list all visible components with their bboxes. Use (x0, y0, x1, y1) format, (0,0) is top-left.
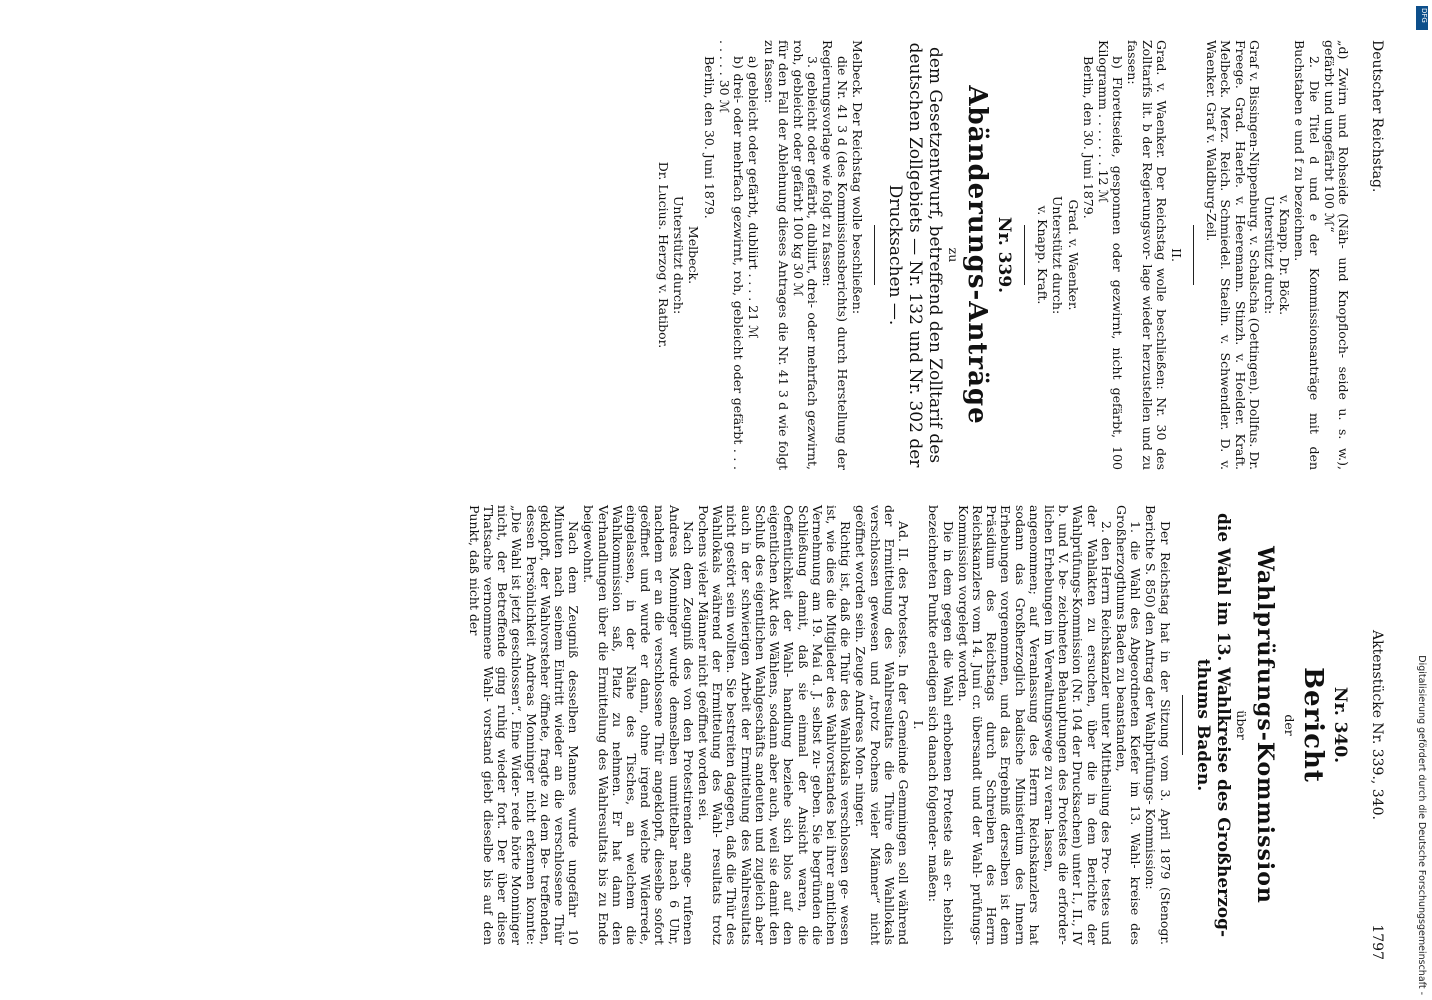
supported-by-label: Unterstützt durch: (671, 195, 687, 315)
paragraph: Nach dem Zeugniß desselben Mannes wurde ungefähr 10 Minuten nach seinem Eintritt wieder an die verschlossene Thür geklopft, der Wahlvorsteher öffnete, fragte zu dem Be- treffenden, dessen Persönlichkeit Andreas Monninger nicht erkennen konnte: „Die Wahl ist jetzt geschlossen“. Eine Wider- rede hörte Monninger nicht, der Betreffende ging ruhig wieder fort. Der über diese Thatsache vernommene Wahl- vorstand giebt dieselbe bis auf den Punkt, daß nicht der (466, 505, 582, 945)
funding-note (1414, 5, 1428, 995)
paragraph: Ad. II. des Protestes. In der Gemeinde Gemmingen soll während der Ermittelung des Wahlresultats die Thüre des Wahllokals verschlossen gewesen und „trotz Pochens vieler Männer“ nicht geöffnet worden sein. Zeuge Andreas Mon- ninger. (853, 505, 911, 945)
document-title: Bericht (1298, 667, 1328, 783)
tariff-item: b) Florettseide, gesponnen oder gezwirnt, nicht gefärbt, 100 Kilogramm . . . . . . . 12 ℳ (1095, 40, 1126, 470)
section-number: II. (1168, 248, 1184, 262)
funding-note-text: Digitalisierung gefördert durch die Deutsche Forschungsgemeinschaft - (1416, 655, 1427, 995)
dfg-logo (1416, 6, 1428, 30)
paragraph: „d) Zwirn und Rohseide (Näh- und Knopfloch- seide u. s. w.), gefärbt und ungefärbt 100 ℳ“ (1321, 40, 1351, 470)
title-connector: der (1282, 714, 1297, 736)
tariff-item: a) gebleicht oder gefärbt, dubliirt . . . . 21 ℳ (746, 56, 762, 339)
list-item: 2. den Herrn Reichskanzler unter Mittheilung des Pro- testes und der Wahlakten zu ersuchen, über die in dem Berichte der Wahlprüfungs-Kommission (Nr. 104 der Drucksachen) unter I., II., IV b. und V. be- zeichneten Behauptungen des Protestes die erforder- lichen Erhebungen im Verwaltungswege zu veran- lassen, (1041, 505, 1114, 945)
tariff-item: 3. gebleicht oder gefärbt, dubliirt, drei- oder mehrfach gezwirnt, roh, gebleicht oder gefärbt 100 kg 30 ℳ (790, 40, 821, 470)
divider (1182, 695, 1183, 755)
signature: Grad. v. Waenker. (1065, 199, 1081, 311)
section-number: I. (911, 720, 927, 730)
title-connector: über (1233, 710, 1249, 740)
running-head-center: Aktenstücke Nr. 339., 340. (1369, 630, 1385, 820)
divider (1024, 225, 1025, 285)
supporters-list: v. Knapp. Kraft. (1035, 205, 1051, 305)
left-column (655, 40, 1350, 470)
paragraph: Der Reichstag hat in der Sitzung vom 3. April 1879 (Stenogr. Berichte S. 850) den Antrag der Wahlprüfungs- Kommission: (1143, 505, 1173, 945)
document-subtitle: dem Gesetzentwurf, betreffend den Zolltarif des deutschen Zollgebiets — Nr. 132 und Nr. 302 der Drucksachen —. (884, 42, 945, 468)
motion-text: Grad. v. Waenker. Der Reichstag wolle beschließen: Nr. 30 des Zolltarifs lit. b der Regierungsvor- lage wieder herzustellen und zu fassen: (1125, 40, 1169, 470)
signature: Melbeck. (686, 225, 702, 285)
tariff-item: b) drei- oder mehrfach gezwirnt, roh, gebleicht oder gefärbt . . . . . . . . 30 ℳ (716, 40, 747, 470)
date-line: Berlin, den 30. Juni 1879. (1080, 56, 1096, 219)
paragraph: angenommen; auf Veranlassung des Herrn Reichskanzlers hat sodann das Großherzoglich badische Ministerium des Innern Erhebungen vorgenommen, und das Ergebniß derselben ist dem Präsidium des Reichstags durch Schreiben des Herrn Reichskanzlers vom 14. Juni cr. übersandt und der Wahl- prüfungs-Kommission vorgelegt worden. (955, 505, 1042, 945)
page-sheet (50, 0, 1390, 1000)
document-number: Nr. 339. (993, 216, 1014, 294)
report-subject: die Wahl im 13. Wahlkreise des Großherzog- thums Baden. (1192, 512, 1233, 938)
right-column (466, 505, 1350, 945)
date-line: Berlin, den 30. Juni 1879. (701, 56, 717, 219)
paragraph: 2. Die Titel d und e der Kommissionsanträge mit den Buchstaben e und f zu bezeichnen. (1292, 40, 1322, 470)
paragraph: Richtig ist, daß die Thür des Wahllokals verschlossen ge- wesen ist, wie dies die Mitglieder des Wahlvorstandes bei ihrer amtlichen Vernehmung am 19. Mai d. J. selbst zu- geben. Sie begründen die Schließung damit, daß sie einmal der Ansicht waren, die Oeffentlichkeit der Wahl- handlung beziehe sich blos auf den eigentlichen Akt des Wählens, sodann aber auch, weil sie damit den Schluß des eigentlichen Wahlgeschäfts andeuten und zugleich aber auch in der schwierigen Arbeit der Ermittelung des Wahlresultats nicht gestört sein wollten. Sie bestreiten dagegen, daß die Thür des Wahllokals während der Ermittelung des Wahl- resultats trotz Pochens vieler Männer nicht geöffnet worden sei. (696, 505, 854, 945)
page-number: 1797 (1369, 924, 1385, 960)
document-number: Nr. 340. (1330, 686, 1350, 764)
divider (874, 225, 875, 285)
motion-text: Melbeck. Der Reichstag wolle beschließen: (849, 40, 865, 315)
supported-by-label: Unterstützt durch: (1050, 195, 1066, 315)
list-item: 1. die Wahl des Abgeordneten Kiefer im 13. Wahl- kreise des Großherzogthums Baden zu beanstanden, (1113, 505, 1144, 945)
running-head-left: Deutscher Reichstag. (1369, 40, 1385, 193)
paragraph: Die in dem gegen die Wahl erhobenen Proteste als er- heblich bezeichneten Punkte erledigen sich danach folgender- maßen: (926, 505, 956, 945)
signature: v. Knapp. Dr. Böck. (1277, 194, 1293, 316)
supporters-list: Graf v. Bissingen-Nippenburg. v. Schalscha (Oettingen). Dollfus. Dr. Freege. Grad. Haerle. v. Heeremann. Stinzh. v. Hoelder. Kraft. Melbeck. Merz. Reich. Schmiedel. Staelin. v. Schwendler. D. v. Waenker. Graf v. Waldburg-Zeil. (1204, 40, 1262, 470)
document-title: Abänderungs-Anträge (961, 85, 992, 425)
supported-by-label: Unterstützt durch: (1261, 195, 1277, 315)
commission-name: Wahlprüfungs-Kommission (1251, 546, 1278, 904)
title-connector: zu (945, 247, 961, 263)
divider (1193, 225, 1194, 285)
paragraph: die Nr. 41 3 d (des Kommissionsberichts) durch Herstellung der Regierungsvorlage wie folgt zu fassen: (820, 40, 850, 470)
paragraph: für den Fall der Ablehnung dieses Antrages die Nr. 41 3 d wie folgt zu fassen: (761, 40, 791, 470)
paragraph: Nach dem Zeugniß des von den Protestirenden ange- rufenen Andreas Monninger wurde demselben unmittelbar nach 6 Uhr, nachdem er an die verschlossene Thür angeklopft, dieselbe sofort geöffnet und wurde er dann, ohne irgend welche Widerrede, eingelassen, in der Nähe des Tisches, an welchem die Wahlkommission saß, Platz zu nehmen. Er hat dann den Verhandlungen über die Ermittelung des Wahlresultats bis zu Ende beigewohnt. (581, 505, 696, 945)
dfg-logo-text: DFG (1420, 8, 1428, 23)
supporters-list: Dr. Lucius. Herzog v. Ratibor. (656, 161, 672, 349)
